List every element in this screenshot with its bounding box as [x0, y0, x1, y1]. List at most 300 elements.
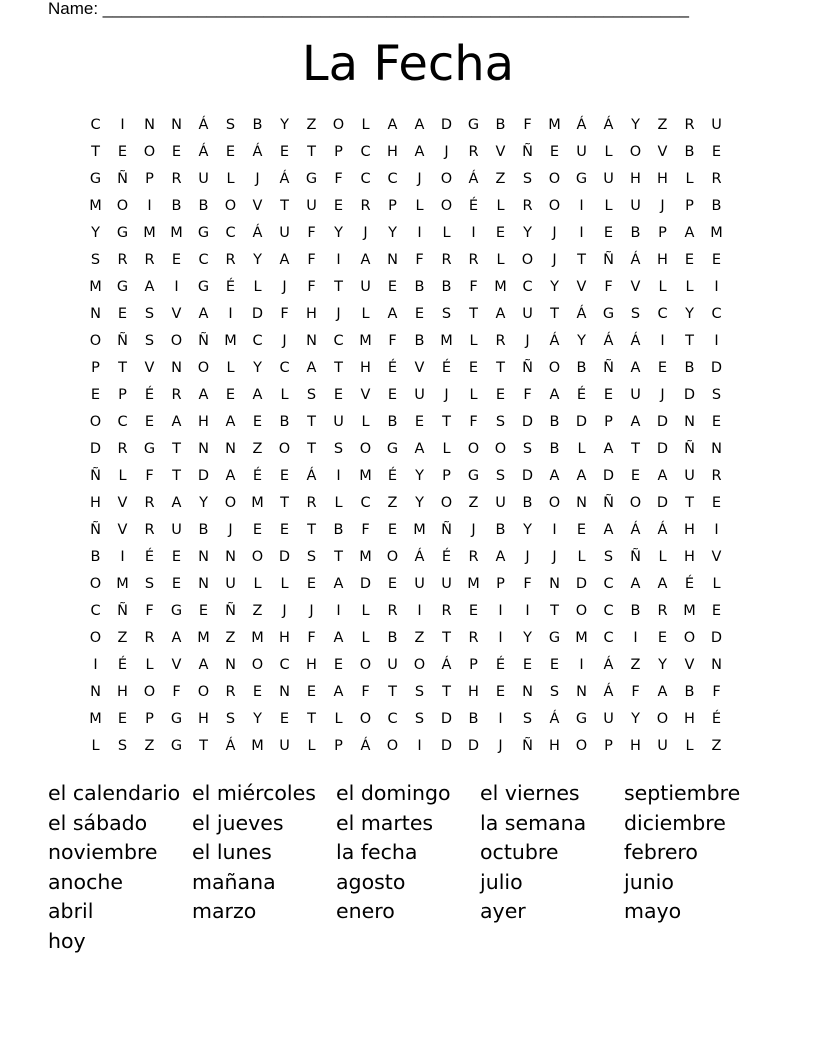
grid-letter: N [279, 684, 290, 700]
grid-letter: E [117, 306, 128, 322]
grid-letter: B [387, 414, 398, 430]
grid-letter: T [550, 603, 559, 619]
grid-letter: Y [91, 225, 100, 241]
grid-letter: O [251, 657, 264, 673]
grid-letter: T [307, 414, 316, 430]
word-bank-item: el jueves [192, 810, 284, 835]
grid-letter: J [444, 144, 449, 160]
grid-letter: E [90, 387, 101, 403]
grid-row [82, 301, 730, 328]
grid-letter: O [656, 711, 669, 727]
grid-letter: T [280, 495, 289, 511]
grid-letter: I [498, 711, 503, 727]
grid-letter: E [414, 306, 425, 322]
grid-letter: U [414, 576, 425, 592]
grid-letter: C [225, 225, 236, 241]
grid-letter: E [387, 279, 398, 295]
grid-letter: D [656, 495, 669, 511]
grid-letter: A [171, 495, 182, 511]
grid-letter: N [144, 117, 155, 133]
grid-letter: H [306, 657, 317, 673]
grid-letter: N [711, 441, 722, 457]
grid-letter: Y [253, 360, 262, 376]
grid-letter: M [467, 576, 480, 592]
grid-letter: Y [415, 495, 424, 511]
word-bank-item: el domingo [336, 781, 451, 805]
grid-letter: E [711, 414, 722, 430]
grid-letter: F [523, 117, 532, 133]
grid-letter: F [334, 171, 343, 187]
grid-letter: É [576, 387, 587, 403]
word-bank [48, 779, 768, 957]
grid-letter: L [415, 198, 424, 214]
grid-letter: F [604, 279, 613, 295]
grid-letter: H [657, 171, 668, 187]
grid-letter: U [657, 738, 668, 754]
grid-letter: E [630, 468, 641, 484]
grid-letter: T [550, 306, 559, 322]
grid-letter: F [145, 603, 154, 619]
grid-letter: O [548, 171, 561, 187]
grid-letter: E [657, 360, 668, 376]
grid-row [82, 517, 730, 544]
grid-letter: Y [658, 657, 667, 673]
grid-letter: U [711, 117, 722, 133]
grid-letter: Z [117, 630, 128, 646]
grid-letter: T [307, 441, 316, 457]
grid-letter: Á [576, 306, 587, 322]
grid-letter: I [579, 225, 584, 241]
grid-letter: S [441, 306, 452, 322]
grid-letter: E [711, 495, 722, 511]
grid-letter: A [198, 306, 209, 322]
grid-letter: T [334, 549, 343, 565]
grid-letter: L [496, 198, 505, 214]
grid-letter: H [198, 414, 209, 430]
grid-row [82, 706, 730, 733]
grid-letter: L [91, 738, 100, 754]
grid-letter: A [252, 387, 263, 403]
grid-letter: U [360, 279, 371, 295]
grid-letter: C [657, 306, 668, 322]
grid-letter: F [307, 252, 316, 268]
grid-letter: S [414, 711, 425, 727]
grid-letter: G [116, 225, 129, 241]
grid-letter: I [336, 603, 341, 619]
grid-letter: A [333, 576, 344, 592]
grid-letter: M [251, 495, 264, 511]
grid-letter: H [306, 306, 317, 322]
grid-letter: J [552, 252, 557, 268]
grid-letter: M [116, 576, 129, 592]
grid-letter: I [147, 198, 152, 214]
grid-letter: F [631, 684, 640, 700]
grid-letter: G [197, 225, 210, 241]
grid-letter: T [334, 279, 343, 295]
grid-letter: A [657, 576, 668, 592]
grid-letter: O [224, 495, 237, 511]
grid-letter: E [495, 225, 506, 241]
grid-letter: A [333, 630, 344, 646]
grid-letter: E [225, 387, 236, 403]
grid-letter: O [629, 495, 642, 511]
grid-letter: J [660, 387, 665, 403]
grid-letter: E [468, 603, 479, 619]
grid-letter: O [359, 441, 372, 457]
grid-letter: O [440, 495, 453, 511]
grid-letter: L [577, 549, 586, 565]
grid-letter: H [684, 711, 695, 727]
grid-letter: U [522, 306, 533, 322]
grid-letter: T [172, 468, 181, 484]
grid-letter: R [144, 495, 155, 511]
grid-row [82, 112, 730, 139]
grid-letter: B [630, 225, 641, 241]
grid-letter: R [225, 252, 236, 268]
grid-letter: J [282, 603, 287, 619]
grid-letter: A [333, 684, 344, 700]
grid-letter: Y [253, 252, 262, 268]
grid-letter: D [683, 387, 696, 403]
grid-letter: R [171, 171, 182, 187]
grid-letter: Á [603, 657, 614, 673]
grid-letter: V [252, 198, 263, 214]
grid-letter: H [387, 144, 398, 160]
grid-letter: I [228, 306, 233, 322]
grid-letter: U [333, 414, 344, 430]
grid-letter: U [684, 468, 695, 484]
grid-letter: N [198, 576, 209, 592]
grid-letter: S [414, 684, 425, 700]
grid-letter: R [441, 603, 452, 619]
grid-letter: S [711, 387, 722, 403]
grid-letter: O [251, 549, 264, 565]
grid-letter: S [144, 306, 155, 322]
grid-letter: Á [252, 225, 263, 241]
grid-letter: O [575, 603, 588, 619]
grid-letter: Ñ [90, 522, 101, 538]
grid-letter: L [712, 576, 721, 592]
grid-letter: B [549, 441, 560, 457]
page-title: La Fecha [301, 36, 515, 92]
grid-letter: I [633, 630, 638, 646]
grid-letter: L [361, 414, 370, 430]
grid-letter: A [387, 306, 398, 322]
grid-letter: O [278, 441, 291, 457]
grid-letter: P [388, 198, 397, 214]
grid-letter: E [711, 603, 722, 619]
grid-letter: E [279, 144, 290, 160]
grid-row [82, 274, 730, 301]
grid-letter: R [171, 387, 182, 403]
grid-letter: M [224, 333, 237, 349]
grid-letter: B [522, 495, 533, 511]
grid-letter: U [279, 225, 290, 241]
grid-letter: E [603, 387, 614, 403]
grid-letter: B [414, 279, 425, 295]
grid-letter: B [549, 414, 560, 430]
grid-letter: R [711, 171, 722, 187]
grid-letter: N [90, 684, 101, 700]
grid-letter: Á [630, 522, 641, 538]
grid-letter: H [684, 522, 695, 538]
grid-letter: M [548, 117, 561, 133]
grid-letter: N [171, 360, 182, 376]
grid-letter: S [225, 711, 236, 727]
grid-letter: O [440, 171, 453, 187]
grid-letter: I [498, 603, 503, 619]
grid-letter: O [359, 711, 372, 727]
word-bank-item: septiembre [624, 781, 741, 805]
grid-letter: J [309, 603, 314, 619]
grid-letter: Á [549, 333, 560, 349]
grid-letter: Y [388, 225, 397, 241]
grid-letter: P [604, 738, 613, 754]
grid-letter: A [495, 549, 506, 565]
grid-letter: M [440, 333, 453, 349]
grid-letter: E [333, 657, 344, 673]
grid-letter: I [120, 117, 125, 133]
grid-letter: Z [225, 630, 236, 646]
grid-letter: J [363, 225, 368, 241]
grid-row [82, 382, 730, 409]
grid-letter: T [685, 495, 694, 511]
grid-letter: O [629, 144, 642, 160]
grid-letter: Y [631, 117, 640, 133]
grid-letter: Z [414, 630, 425, 646]
grid-letter: H [360, 360, 371, 376]
grid-letter: M [89, 198, 102, 214]
grid-letter: P [685, 198, 694, 214]
grid-letter: J [552, 549, 557, 565]
grid-letter: Ñ [522, 360, 533, 376]
grid-letter: T [172, 441, 181, 457]
grid-letter: Y [685, 306, 694, 322]
grid-letter: R [360, 198, 371, 214]
grid-letter: O [89, 630, 102, 646]
grid-letter: B [387, 630, 398, 646]
grid-letter: L [604, 198, 613, 214]
grid-letter: Á [549, 711, 560, 727]
grid-letter: A [306, 360, 317, 376]
grid-row [82, 220, 730, 247]
grid-letter: O [224, 198, 237, 214]
grid-letter: Ñ [198, 333, 209, 349]
grid-letter: Á [657, 522, 668, 538]
word-bank-item: diciembre [624, 810, 726, 835]
grid-letter: T [496, 360, 505, 376]
grid-letter: J [471, 522, 476, 538]
grid-letter: L [685, 171, 694, 187]
grid-letter: É [144, 387, 155, 403]
grid-letter: T [307, 522, 316, 538]
grid-letter: H [549, 738, 560, 754]
grid-letter: R [522, 198, 533, 214]
grid-letter: D [575, 414, 588, 430]
word-bank-item: el lunes [192, 840, 272, 865]
word-bank-item: anoche [48, 869, 123, 894]
grid-letter: R [468, 630, 479, 646]
grid-letter: É [387, 468, 398, 484]
grid-letter: L [442, 225, 451, 241]
grid-letter: I [336, 252, 341, 268]
grid-letter: E [468, 360, 479, 376]
grid-letter: B [171, 198, 182, 214]
grid-letter: I [174, 279, 179, 295]
grid-letter: I [660, 333, 665, 349]
grid-letter: D [440, 711, 453, 727]
grid-letter: I [120, 549, 125, 565]
grid-letter: L [685, 279, 694, 295]
word-bank-item: la fecha [336, 840, 418, 865]
grid-letter: T [307, 144, 316, 160]
grid-letter: R [117, 252, 128, 268]
grid-letter: F [172, 684, 181, 700]
grid-letter: A [171, 414, 182, 430]
grid-letter: P [469, 657, 478, 673]
grid-letter: I [471, 225, 476, 241]
grid-letter: V [171, 657, 182, 673]
grid-letter: S [144, 576, 155, 592]
grid-letter: B [414, 333, 425, 349]
grid-letter: L [361, 630, 370, 646]
grid-letter: É [441, 549, 452, 565]
grid-letter: É [711, 711, 722, 727]
grid-letter: T [442, 684, 451, 700]
grid-letter: P [145, 711, 154, 727]
grid-letter: D [656, 414, 669, 430]
grid-letter: J [417, 171, 422, 187]
word-bank-item: el martes [336, 810, 434, 835]
grid-letter: F [469, 279, 478, 295]
grid-letter: D [197, 468, 210, 484]
grid-letter: A [657, 684, 668, 700]
grid-letter: R [711, 468, 722, 484]
grid-letter: H [279, 630, 290, 646]
grid-row [82, 409, 730, 436]
grid-letter: T [307, 711, 316, 727]
grid-letter: A [225, 468, 236, 484]
word-bank-item: abril [48, 899, 94, 924]
grid-letter: N [522, 684, 533, 700]
grid-letter: T [280, 198, 289, 214]
grid-row [82, 436, 730, 463]
grid-letter: N [90, 306, 101, 322]
grid-letter: Ñ [225, 603, 236, 619]
grid-letter: C [522, 279, 533, 295]
grid-letter: Á [198, 144, 209, 160]
grid-letter: E [387, 387, 398, 403]
grid-letter: Á [414, 549, 425, 565]
grid-letter: L [361, 603, 370, 619]
grid-letter: E [171, 144, 182, 160]
grid-letter: S [549, 684, 560, 700]
grid-letter: P [658, 225, 667, 241]
grid-letter: P [442, 468, 451, 484]
grid-letter: Á [279, 171, 290, 187]
grid-letter: E [549, 657, 560, 673]
grid-letter: A [684, 225, 695, 241]
grid-letter: J [336, 306, 341, 322]
grid-row [82, 571, 730, 598]
grid-letter: A [630, 360, 641, 376]
grid-letter: B [711, 198, 722, 214]
grid-letter: D [710, 360, 723, 376]
grid-letter: L [226, 360, 235, 376]
grid-letter: B [684, 360, 695, 376]
grid-letter: G [305, 171, 318, 187]
grid-letter: V [414, 360, 425, 376]
word-bank-item: octubre [480, 840, 559, 865]
grid-letter: U [576, 144, 587, 160]
grid-letter: T [334, 360, 343, 376]
grid-letter: O [413, 657, 426, 673]
grid-letter: M [89, 279, 102, 295]
grid-letter: E [144, 414, 155, 430]
grid-letter: É [684, 576, 695, 592]
grid-letter: R [468, 549, 479, 565]
grid-letter: R [441, 252, 452, 268]
grid-letter: U [441, 576, 452, 592]
grid-letter: B [279, 414, 290, 430]
grid-letter: A [495, 306, 506, 322]
grid-letter: E [657, 630, 668, 646]
grid-letter: L [307, 738, 316, 754]
grid-letter: G [197, 279, 210, 295]
grid-row [82, 490, 730, 517]
grid-letter: A [360, 252, 371, 268]
grid-letter: R [657, 603, 668, 619]
grid-letter: I [417, 603, 422, 619]
grid-letter: J [444, 387, 449, 403]
word-bank-item: mayo [624, 899, 682, 924]
grid-letter: O [521, 252, 534, 268]
grid-letter: S [117, 738, 128, 754]
grid-letter: U [414, 387, 425, 403]
grid-letter: U [306, 198, 317, 214]
grid-letter: L [442, 441, 451, 457]
grid-letter: R [387, 603, 398, 619]
grid-letter: I [417, 738, 422, 754]
word-bank-item: mañana [192, 869, 276, 894]
grid-letter: O [467, 441, 480, 457]
grid-letter: B [576, 360, 587, 376]
grid-letter: O [683, 630, 696, 646]
word-bank-item: enero [336, 899, 395, 924]
grid-letter: L [334, 495, 343, 511]
grid-letter: É [495, 657, 506, 673]
grid-letter: Z [387, 495, 398, 511]
grid-letter: Y [199, 495, 208, 511]
word-bank-item: hoy [48, 928, 86, 953]
grid-letter: O [89, 333, 102, 349]
grid-letter: R [144, 522, 155, 538]
grid-letter: Y [280, 117, 289, 133]
grid-letter: B [333, 522, 344, 538]
grid-letter: É [387, 360, 398, 376]
grid-letter: S [90, 252, 101, 268]
grid-letter: L [145, 657, 154, 673]
grid-letter: D [710, 630, 723, 646]
grid-letter: L [469, 387, 478, 403]
grid-letter: M [89, 711, 102, 727]
grid-letter: É [225, 279, 236, 295]
grid-row [82, 328, 730, 355]
grid-letter: A [279, 252, 290, 268]
grid-letter: J [282, 333, 287, 349]
grid-letter: O [494, 441, 507, 457]
grid-row [82, 247, 730, 274]
